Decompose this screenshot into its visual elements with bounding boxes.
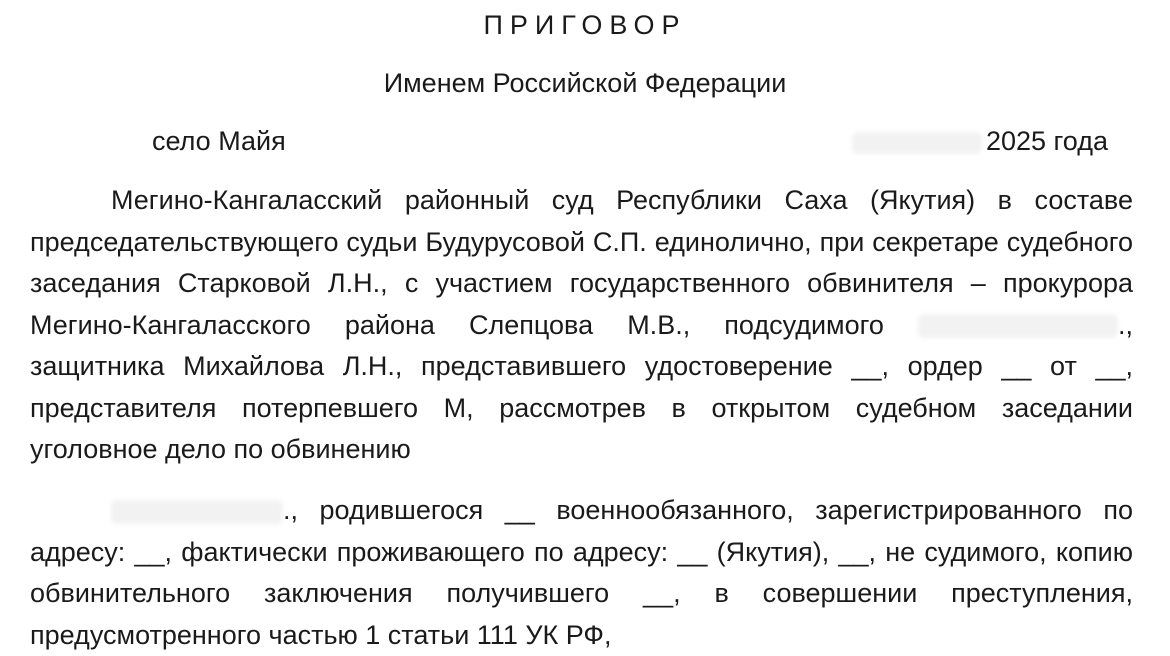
date-text-wrapper (852, 124, 1108, 158)
paragraph-defendant-info (30, 490, 1133, 656)
place-date-line (152, 124, 1108, 158)
place-text: село Майя (152, 126, 286, 156)
date-text: 2025 года (985, 126, 1108, 156)
paragraph-court-composition (30, 180, 1133, 471)
document-subtitle: Именем Российской Федерации (383, 68, 787, 98)
redacted-defendant-name (918, 314, 1118, 338)
redacted-date (852, 132, 982, 154)
paragraph1-part2: ., защитника Михайлова Л.Н., представившего удостоверение __, ордер __ от __, представителя потерпевшего М, рассмотрев в открытом судебном заседании уголовное дело по обвинению (30, 309, 1133, 464)
redacted-defendant-name-2 (111, 500, 283, 524)
document-title: ПРИГОВОР (483, 10, 687, 40)
paragraph1-part1: Мегино-Кангаласский районный суд Республики Саха (Якутия) в составе председательствующего судьи Будурусовой С.П. единолично, при секретаре судебного заседания Старковой Л.Н., с участием государственного обвинителя – прокурора Мегино-Кангаласского района Слепцова М.В., подсудимого (30, 185, 1133, 340)
paragraph2-part1: ., родившегося __ военнообязанного, зарегистрированного по адресу: __, фактически проживающего по адресу: __ (Якутия), __, не судимого, копию обвинительного заключения получившего __, в совершении преступления, предусмотренного частью 1 статьи 111 УК РФ, (30, 495, 1133, 650)
